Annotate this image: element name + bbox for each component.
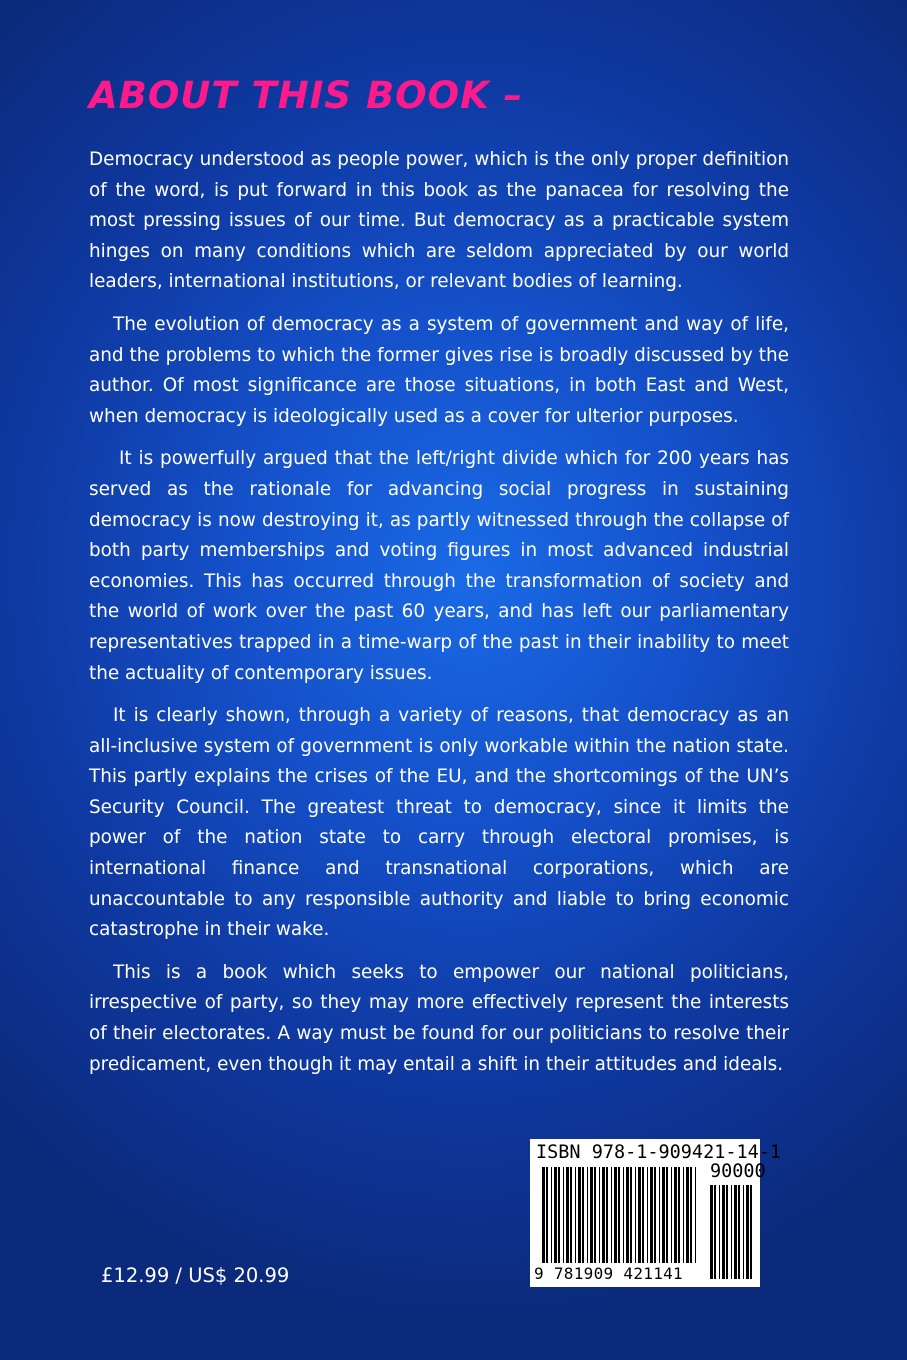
barcode-bar <box>558 1167 560 1263</box>
blurb-paragraph-3: It is powerfully argued that the left/right divide which for 200 years has served as the rationale for advancing social progress in sustaining democracy is now destroying it, as partly witnessed through the collapse of both party memberships and voting figures in most advanced industrial economies. This has occurred through the transformation of society and the world of work over the past 60 years, and has left our parliamentary representatives trapped in a time-warp of the past in their inability to meet the actuality of contemporary issues. <box>89 448 789 684</box>
barcode-bar <box>614 1167 617 1263</box>
barcode-bar <box>719 1185 720 1279</box>
barcode-bar <box>611 1167 612 1263</box>
barcode-bar <box>542 1167 545 1263</box>
isbn-barcode <box>530 1139 782 1287</box>
blurb <box>89 145 789 1092</box>
barcode-bar <box>686 1167 689 1263</box>
barcode-bar <box>566 1167 569 1263</box>
barcode-bar <box>590 1167 593 1263</box>
addon-code: 90000 <box>710 1161 766 1182</box>
barcode-bar <box>587 1167 588 1263</box>
about-heading: ABOUT THIS BOOK – <box>89 74 524 117</box>
barcode-bar <box>722 1185 725 1279</box>
barcode-bar <box>575 1167 576 1263</box>
barcode-bar <box>734 1185 737 1279</box>
barcode-bar <box>662 1167 665 1263</box>
barcode-bar <box>618 1167 620 1263</box>
barcode-bar <box>647 1167 648 1263</box>
isbn-label: ISBN 978-1-909421-14-1 <box>536 1142 782 1163</box>
barcode-bar <box>554 1167 557 1263</box>
barcode-bar <box>726 1185 728 1279</box>
barcode-bar <box>602 1167 605 1263</box>
barcode-bar <box>582 1167 584 1263</box>
barcode-bar <box>738 1185 740 1279</box>
barcode-bar <box>650 1167 653 1263</box>
barcode-bar <box>630 1167 632 1263</box>
barcode-bar <box>714 1185 716 1279</box>
barcode-bar <box>710 1185 713 1279</box>
barcode-bar <box>743 1185 744 1279</box>
barcode-bar <box>599 1167 600 1263</box>
barcode-bar <box>746 1185 749 1279</box>
barcode-bar <box>683 1167 684 1263</box>
blurb-paragraph-4: It is clearly shown, through a variety of reasons, that democracy as an all-inclusive system of government is only workable within the nation state. This partly explains the crises of the EU, and the shortcomings of the UN’s Security Council. The greatest threat to democracy, since it limits the power of the nation state to carry through electoral promises, is international finance and transnational corporations, which are unaccountable to any responsible authority and liable to bring economic catastrophe in their wake. <box>89 705 789 941</box>
barcode-bar <box>578 1167 581 1263</box>
barcode-bar <box>731 1185 732 1279</box>
barcode-bar <box>690 1167 692 1263</box>
barcode-bar <box>654 1167 656 1263</box>
barcode-bar <box>671 1167 672 1263</box>
barcode-bar <box>606 1167 608 1263</box>
barcode-bar <box>666 1167 668 1263</box>
barcode-bar <box>638 1167 641 1263</box>
barcode-bar <box>594 1167 596 1263</box>
barcode-bar <box>570 1167 572 1263</box>
barcode-bar <box>635 1167 636 1263</box>
barcode-bar <box>626 1167 629 1263</box>
barcode-bar <box>678 1167 680 1263</box>
barcode-bar <box>695 1167 696 1263</box>
barcode-bar <box>642 1167 644 1263</box>
barcode-bar <box>551 1167 552 1263</box>
price-label: £12.99 / US$ 20.99 <box>101 1264 290 1287</box>
barcode-bar <box>563 1167 564 1263</box>
blurb-paragraph-5: This is a book which seeks to empower our national politicians, irrespective of party, so they may more effectively represent the interests of their electorates. A way must be found for our politicians to resolve their predicament, even though it may entail a shift in their attitudes and ideals. <box>89 961 789 1075</box>
barcode-bar <box>674 1167 677 1263</box>
barcode-bar <box>659 1167 660 1263</box>
ean-digits: 9 781909 421141 <box>534 1264 683 1283</box>
blurb-paragraph-2: The evolution of democracy as a system of government and way of life, and the problems to which the former gives rise is broadly discussed by the author. Of most significance are those situations, in both East and West, when democracy is ideologically used as a cover for ulterior purposes. <box>89 313 789 427</box>
barcode-bar <box>750 1185 752 1279</box>
barcode-bar <box>546 1167 548 1263</box>
barcode-bar <box>623 1167 624 1263</box>
blurb-paragraph-1: Democracy understood as people power, which is the only proper definition of the word, is put forward in this book as the panacea for resolving the most pressing issues of our time. But democracy as a practicable system hinges on many conditions which are seldom appreciated by our world leaders, international institutions, or relevant bodies of learning. <box>89 149 789 293</box>
